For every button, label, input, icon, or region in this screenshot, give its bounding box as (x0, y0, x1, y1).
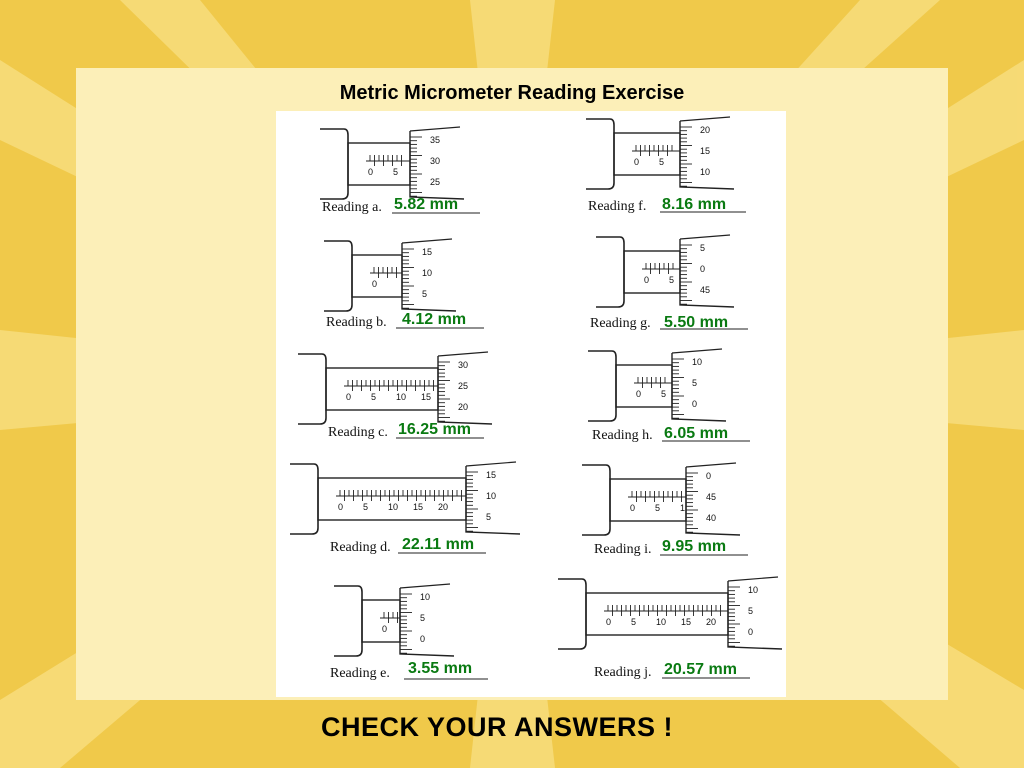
reading-label: Reading g. (590, 316, 651, 331)
thimble-numeral: 15 (486, 470, 497, 480)
sleeve-numeral: 5 (655, 503, 661, 513)
thimble-numeral: 5 (700, 243, 706, 253)
reading-answer: 16.25 mm (398, 421, 471, 438)
sleeve-numeral: 1 (680, 503, 686, 513)
page-title: Metric Micrometer Reading Exercise (339, 82, 685, 104)
sleeve-numeral: 10 (656, 617, 667, 627)
thimble-numeral: 30 (458, 360, 469, 370)
frame-anvil (324, 241, 352, 311)
sleeve-numeral: 15 (421, 392, 432, 402)
sleeve-numeral: 5 (363, 502, 369, 512)
micrometer-a (320, 127, 480, 215)
thimble-edge (466, 462, 516, 466)
reading-answer: 6.05 mm (664, 425, 729, 442)
reading-answer: 8.16 mm (662, 196, 727, 213)
sleeve-numeral: 0 (636, 389, 642, 399)
thimble-numeral: 0 (692, 399, 698, 409)
sleeve-numeral: 5 (661, 389, 667, 399)
reading-label: Reading d. (330, 540, 391, 555)
sleeve-numeral: 10 (388, 502, 399, 512)
check-answers-banner: CHECK YOUR ANSWERS ! (320, 712, 674, 742)
reading-label: Reading j. (594, 665, 652, 680)
sleeve (614, 133, 680, 175)
sleeve-numeral: 0 (338, 502, 344, 512)
thimble-edge (680, 117, 730, 121)
reading-label: Reading e. (330, 666, 390, 681)
frame-anvil (558, 579, 586, 649)
reading-answer: 22.11 mm (402, 536, 475, 553)
sleeve (326, 368, 438, 410)
thimble-numeral: 10 (700, 167, 711, 177)
thimble-numeral: 5 (420, 613, 426, 623)
thimble-numeral: 20 (700, 125, 711, 135)
reading-answer: 20.57 mm (664, 661, 737, 678)
sleeve (624, 251, 680, 293)
frame-anvil (596, 237, 624, 307)
thimble-numeral: 25 (430, 177, 441, 187)
thimble-numeral: 0 (420, 634, 426, 644)
reading-label: Reading h. (592, 428, 653, 443)
thimble-numeral: 10 (420, 592, 431, 602)
thimble-numeral: 15 (700, 146, 711, 156)
reading-label: Reading i. (594, 542, 652, 557)
thimble-numeral: 45 (700, 285, 711, 295)
thimble-numeral: 5 (748, 606, 754, 616)
sleeve-numeral: 15 (413, 502, 424, 512)
sleeve-numeral: 20 (706, 617, 717, 627)
thimble-numeral: 5 (486, 512, 492, 522)
thimble-numeral: 10 (748, 585, 759, 595)
thimble-numeral: 10 (692, 357, 703, 367)
thimble-edge (728, 577, 778, 581)
sleeve-numeral: 0 (634, 157, 640, 167)
thimble-numeral: 10 (422, 268, 433, 278)
sleeve-numeral: 0 (644, 275, 650, 285)
thimble-numeral: 0 (748, 627, 754, 637)
sleeve (610, 479, 686, 521)
thimble-numeral: 0 (706, 471, 712, 481)
sleeve-numeral: 5 (371, 392, 377, 402)
micrometer-j (558, 577, 782, 680)
thimble-numeral: 45 (706, 492, 717, 502)
reading-label: Reading c. (328, 425, 388, 440)
reading-answer: 3.55 mm (408, 660, 473, 677)
thimble-numeral: 0 (700, 264, 706, 274)
frame-anvil (334, 586, 362, 656)
micrometer-diagrams (276, 111, 786, 697)
reading-answer: 5.82 mm (394, 196, 459, 213)
sleeve-numeral: 0 (382, 624, 388, 634)
thimble-numeral: 30 (430, 156, 441, 166)
sleeve (586, 593, 728, 635)
micrometer-h (588, 349, 750, 443)
reading-answer: 9.95 mm (662, 538, 727, 555)
sleeve-numeral: 0 (372, 279, 378, 289)
sleeve-numeral: 0 (346, 392, 352, 402)
thimble-numeral: 15 (422, 247, 433, 257)
sleeve-numeral: 10 (396, 392, 407, 402)
sleeve (616, 365, 672, 407)
reading-label: Reading f. (588, 199, 647, 214)
sleeve (362, 600, 400, 642)
thimble-numeral: 25 (458, 381, 469, 391)
thimble-numeral: 5 (422, 289, 428, 299)
frame-anvil (298, 354, 326, 424)
frame-anvil (586, 119, 614, 189)
reading-answer: 4.12 mm (402, 311, 467, 328)
thimble-edge (400, 584, 450, 588)
sleeve-numeral: 15 (681, 617, 692, 627)
sleeve (348, 143, 410, 185)
sleeve-numeral: 5 (393, 167, 399, 177)
micrometer-c (298, 352, 492, 440)
thimble-edge (438, 352, 488, 356)
reading-answer: 5.50 mm (664, 314, 729, 331)
thimble-edge (686, 463, 736, 467)
frame-anvil (582, 465, 610, 535)
thimble-numeral: 40 (706, 513, 717, 523)
frame-anvil (320, 129, 348, 199)
sleeve-numeral: 5 (669, 275, 675, 285)
sleeve-numeral: 5 (631, 617, 637, 627)
thimble-numeral: 10 (486, 491, 497, 501)
thimble-edge (410, 127, 460, 131)
thimble-numeral: 35 (430, 135, 441, 145)
micrometer-g (590, 235, 748, 331)
sleeve-numeral: 0 (368, 167, 374, 177)
thimble-numeral: 5 (692, 378, 698, 388)
micrometer-b (324, 239, 484, 330)
thimble-numeral: 20 (458, 402, 469, 412)
micrometer-d (290, 462, 520, 555)
micrometer-e (330, 584, 488, 681)
frame-anvil (290, 464, 318, 534)
sleeve-numeral: 5 (659, 157, 665, 167)
micrometer-i (582, 463, 748, 557)
sleeve-numeral: 0 (606, 617, 612, 627)
frame-anvil (588, 351, 616, 421)
sleeve-numeral: 0 (630, 503, 636, 513)
thimble (680, 239, 734, 307)
reading-label: Reading b. (326, 315, 387, 330)
thimble-edge (680, 235, 730, 239)
thimble-edge (672, 349, 722, 353)
sleeve-numeral: 20 (438, 502, 449, 512)
micrometer-f (586, 117, 746, 214)
sleeve (352, 255, 402, 297)
reading-label: Reading a. (322, 200, 382, 215)
thimble-edge (402, 239, 452, 243)
worksheet (276, 111, 786, 697)
